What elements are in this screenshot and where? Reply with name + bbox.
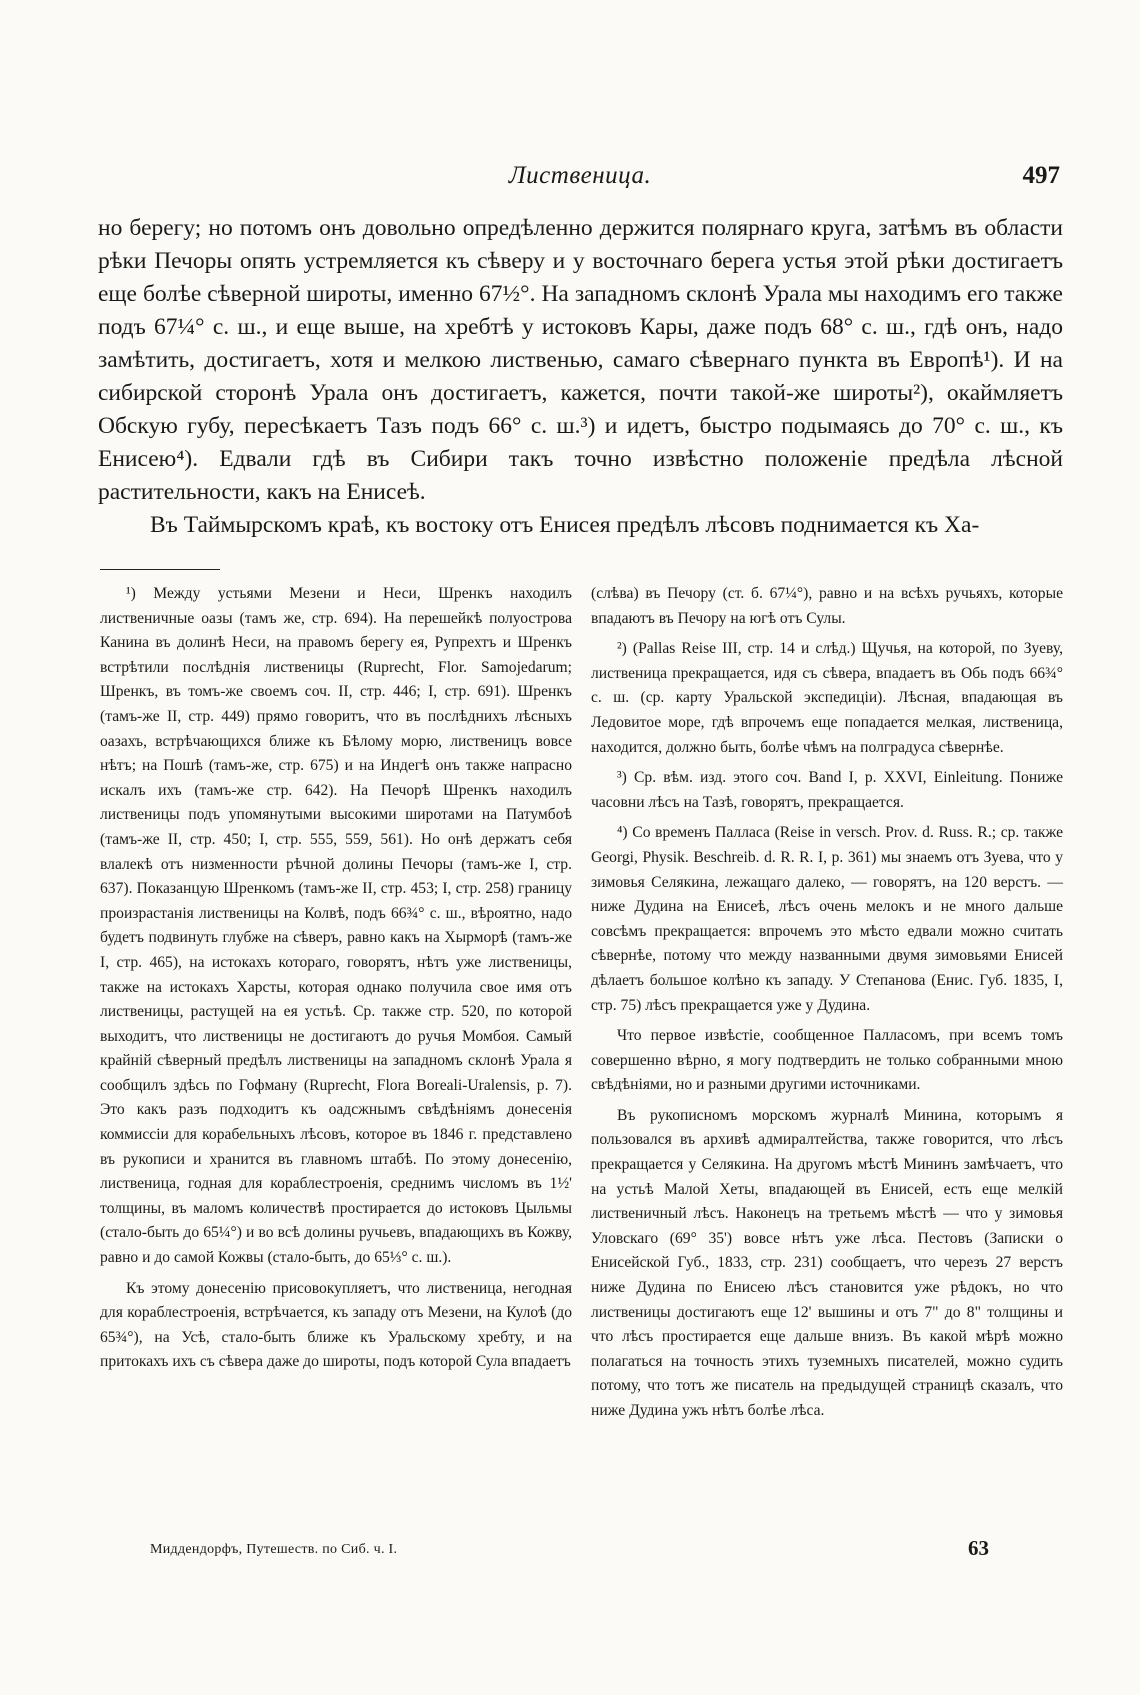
footnote-divider [100,569,220,570]
footnote-4: ⁴) Со временъ Палласа (Reise in versch. Prov. d. Russ. R.; ср. также Georgi, Physik. Beschreib. d. R. R. I, p. 361) мы знаемъ отъ Зуева, что у зимовья Селякина, лежащаго далеко, — говорятъ, на 120 верстъ. — ниже Дудина на Енисеѣ, лѣсъ очень мелокъ и не много дальше совсѣмъ прекращается: впрочемъ это мѣсто едвали можно считать сѣвернѣе, потому что между названными двумя зимовьями Енисей дѣлаетъ большое колѣно къ западу. У Степанова (Енис. Губ. 1835, I, стр. 75) лѣсъ прекращается уже у Дудина. [591,824,1063,1014]
main-paragraph-2: Въ Таймырскомъ краѣ, къ востоку отъ Енисея предѣлъ лѣсовъ поднимается къ Ха- [150,512,980,538]
footnote-1-continuation: Къ этому донесенію присовокупляетъ, что лиственица, негодная для кораблестроенія, встрѣчается, къ западу отъ Мезени, на Кулоѣ (до 65¾°), на Усѣ, стало-быть ближе къ Уральскому хребту, и на притокахъ ихъ съ сѣвера даже до широты, подъ которой Сула впадаетъ [100,1279,572,1371]
footnote-2: ²) (Pallas Reise III, стр. 14 и слѣд.) Щучья, на которой, по Зуеву, лиственица прекращается, идя съ сѣвера, впадаетъ въ Обь подъ 66¾° с. ш. (ср. карту Уральской экспедиціи). Лѣсная, впадающая въ Ледовитое море, гдѣ впрочемъ еще попадается мелкая, лиственица, находится, должно быть, болѣе чѣмъ на полградуса сѣвернѣе. [591,640,1063,756]
footnote-4-paragraph-3: Въ рукописномъ морскомъ журналѣ Минина, которымъ я пользовался въ архивѣ адмиралтейства, также говорится, что лѣсъ прекращается у Селякина. На другомъ мѣстѣ Мининъ замѣчаетъ, что на устьѣ Малой Хеты, впадающей въ Енисей, есть еще мелкій лиственичный лѣсъ. Наконецъ на третьемъ мѣстѣ — что у зимовья Уловскаго (69° 35') вовсе нѣтъ уже лѣса. Пестовъ (Записки о Енисейской Губ., 1833, стр. 231) сообщаетъ, что черезъ 27 верстъ ниже Дудина по Енисею лѣсъ становится уже рѣдокъ, но что лиственицы достигаютъ еще 12' вышины и отъ 7" до 8" толщины и что лѣсъ простирается еще дальше внизъ. Въ какой мѣрѣ можно полагаться на точность этихъ туземныхъ писателей, можно судить потому, что тотъ же писатель на предыдущей страницѣ сказалъ, что ниже Дудина ужъ нѣтъ болѣе лѣса. [591,1106,1063,1419]
footnotes-right-column [591,582,1063,1430]
main-text [98,212,1063,542]
page-number: 497 [1022,162,1060,189]
footnotes-left-column [100,582,572,1381]
footnote-4-paragraph-2: Что первое извѣстіе, сообщенное Палласомъ, при всемъ томъ совершенно вѣрно, я могу подтвердить не только собранными мною свѣдѣніями, но и разными другими источниками. [591,1027,1063,1094]
running-title: Лиственица. [508,162,652,189]
footnote-1-end: (слѣва) въ Печору (ст. б. 67¼°), равно и на всѣхъ ручьяхъ, которые впадаютъ въ Печору на югѣ отъ Сулы. [591,585,1063,627]
footnote-1: ¹) Между устьями Мезени и Неси, Шренкъ находилъ лиственичные оазы (тамъ же, стр. 694). На перешейкѣ полуострова Канина въ долинѣ Неси, на правомъ берегу ея, Рупрехтъ и Шренкъ встрѣтили послѣднія лиственицы (Ruprecht, Flor. Samojedarum; Шренкъ, въ томъ-же своемъ соч. II, стр. 446; I, стр. 691). Шренкъ (тамъ-же II, стр. 449) прямо говоритъ, что въ послѣднихъ лѣсныхъ оазахъ, встрѣчающихся ближе къ Бѣлому морю, лиственицъ вовсе нѣтъ; на Пошѣ (тамъ-же, стр. 675) и на Индегѣ онъ также напрасно искалъ ихъ (тамъ-же стр. 642). На Печорѣ Шренкъ находилъ лиственицы подъ упомянутыми высокими широтами на Патумбоѣ (тамъ-же II, стр. 450; I, стр. 555, 559, 561). Но онѣ держатъ себя влалекѣ отъ низменности рѣчной долины Печоры (тамъ-же I, стр. 637). Показанцую Шренкомъ (тамъ-же II, стр. 453; I, стр. 258) границу произрастанія лиственицы на Колвѣ, подъ 66¾° с. ш., вѣроятно, надо будетъ подвинуть глубже на сѣверъ, равно какъ на Хырморѣ (тамъ-же I, стр. 465), на истокахъ котораго, говорятъ, нѣтъ уже лиственицы, также на истокахъ Харсты, которая однако получила свое имя отъ лиственицы, растущей на ея устьѣ. Ср. также стр. 520, по которой выходитъ, что лиственицы не достигаютъ до ручья Момбоя. Самый крайній сѣверный предѣлъ лиственицы на западномъ склонѣ Урала я сообщилъ здѣсь по Гофману (Ruprecht, Flora Boreali-Uralensis, p. 7). Это какъ разъ подходитъ къ оадсжнымъ свѣдѣніямъ донесенія коммиссіи для корабельныхъ лѣсовъ, которое въ 1846 г. представлено въ рукописи и хранится въ главномъ штабѣ. По этому донесенію, лиственица, годная для кораблестроенія, среднимъ числомъ въ 1½' толщины, въ маломъ количествѣ простирается до истоковъ Цыльмы (стало-быть до 65¼°) и во всѣ долины ручьевъ, впадающихъ въ Кожву, равно и до самой Кожвы (стало-быть, до 65⅓° с. ш.). [100,585,572,1267]
running-head [100,162,1060,202]
footnote-3: ³) Ср. вѣм. изд. этого соч. Band I, p. XXVI, Einleitung. Пониже часовни лѣсъ на Тазѣ, говорятъ, прекращается. [591,769,1063,811]
sheet-mark: 63 [968,1536,989,1560]
main-paragraph-1: но берегу; но потомъ онъ довольно опредѣленно держится полярнаго круга, затѣмъ въ области рѣки Печоры опять устремляется къ сѣверу и у восточнаго берега устья этой рѣки достигаетъ еще болѣе сѣверной широты, именно 67½°. На западномъ склонѣ Урала мы находимъ его также подъ 67¼° с. ш., и еще выше, на хребтѣ у истоковъ Кары, даже подъ 68° с. ш., гдѣ онъ, надо замѣтить, достигаетъ, хотя и мелкою лиственью, самаго сѣвернаго пункта въ Европѣ¹). И на сибирской сторонѣ Урала онъ достигаетъ, кажется, почти такой-же широты²), окаймляетъ Обскую губу, пересѣкаетъ Тазъ подъ 66° с. ш.³) и идетъ, быстро подымаясь до 70° с. ш., къ Енисею⁴). Едвали гдѣ въ Сибири такъ точно извѣстно положеніе предѣла лѣсной растительности, какъ на Енисеѣ. [98,215,1063,505]
printer-signature: Миддендорфъ, Путешеств. по Сиб. ч. I. [150,1542,398,1557]
